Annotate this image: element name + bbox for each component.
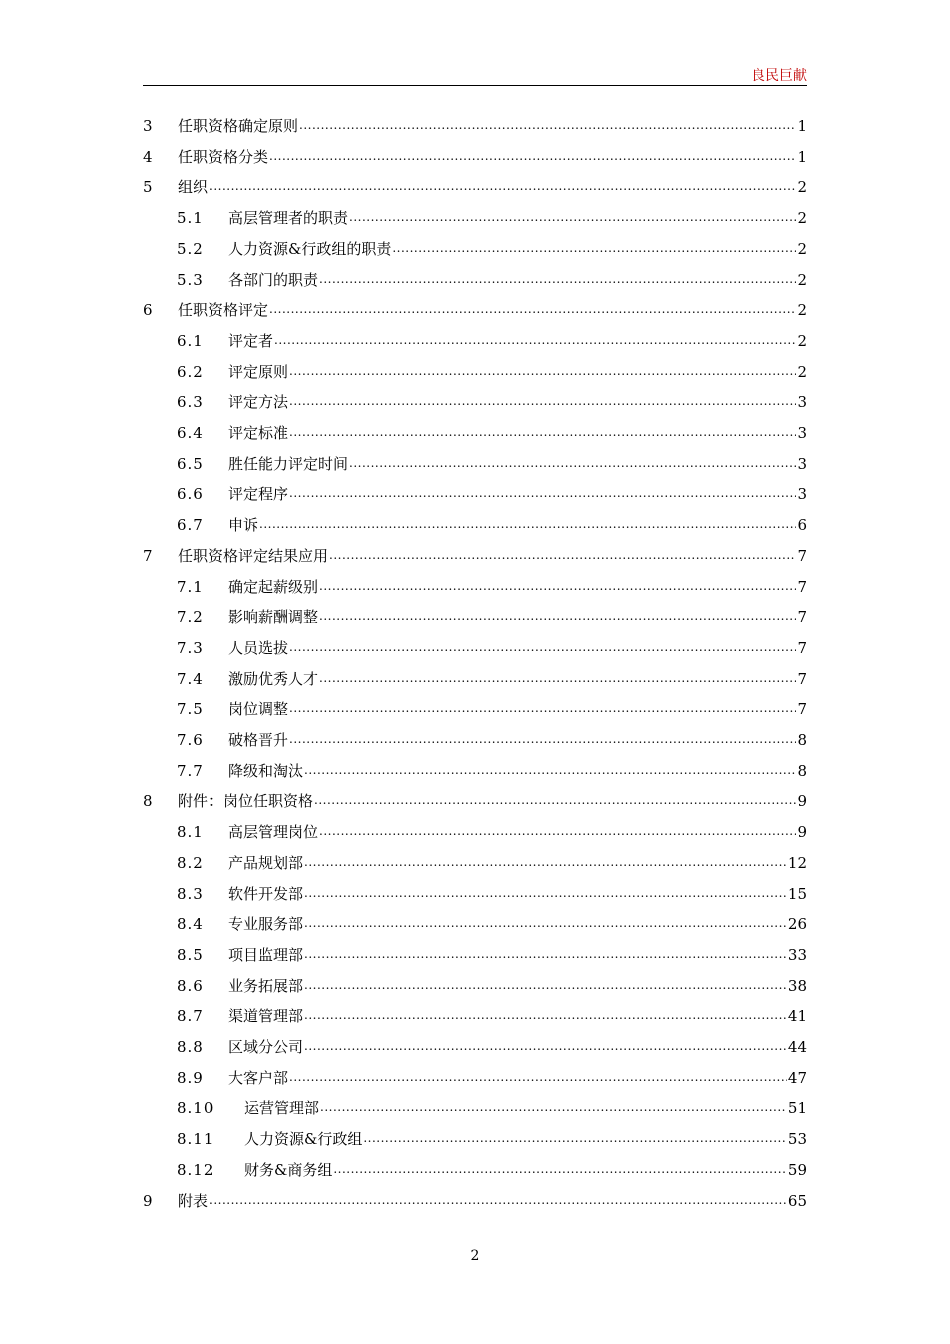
toc-dot-leader xyxy=(304,975,787,995)
toc-entry-page: 7 xyxy=(797,700,807,719)
toc-dot-leader xyxy=(319,606,796,626)
toc-entry-title: 高层管理岗位 xyxy=(228,823,319,842)
toc-entry-page: 7 xyxy=(797,577,807,596)
toc-entry-page: 41 xyxy=(787,1007,807,1026)
toc-entry[interactable] xyxy=(143,331,807,351)
toc-entry-line xyxy=(228,914,807,935)
toc-dot-leader xyxy=(304,913,787,933)
toc-entry-number: 6 xyxy=(143,301,153,320)
toc-entry-line xyxy=(244,1098,807,1119)
toc-entry-number: 7 xyxy=(143,546,153,565)
toc-dot-leader xyxy=(349,453,796,473)
toc-dot-leader xyxy=(319,821,796,841)
toc-dot-leader xyxy=(314,790,796,810)
toc-entry-page: 65 xyxy=(787,1191,807,1210)
toc-entry-title: 任职资格确定原则 xyxy=(178,117,299,135)
toc-entry-title: 各部门的职责 xyxy=(228,270,319,289)
toc-entry[interactable] xyxy=(143,1129,807,1149)
toc-dot-leader xyxy=(320,1097,787,1117)
toc-entry-number: 7.6 xyxy=(177,731,204,749)
toc-entry[interactable] xyxy=(143,392,807,412)
toc-dot-leader xyxy=(304,1036,787,1056)
toc-entry[interactable] xyxy=(143,116,807,136)
toc-dot-leader xyxy=(319,269,796,289)
toc-entry-number: 4 xyxy=(143,147,153,166)
toc-entry-line xyxy=(178,177,807,198)
toc-entry-page: 15 xyxy=(787,884,807,903)
toc-entry-number: 5.2 xyxy=(177,239,204,258)
toc-entry-line xyxy=(178,546,807,567)
toc-entry-page: 2 xyxy=(797,301,807,320)
toc-entry-line xyxy=(228,1037,807,1058)
toc-entry-title: 项目监理部 xyxy=(228,945,304,964)
toc-entry-page: 2 xyxy=(797,178,807,197)
toc-entry-line xyxy=(228,239,807,260)
toc-entry-title: 评定者 xyxy=(228,331,274,350)
toc-entry-number: 7.1 xyxy=(177,577,204,596)
toc-entry-number: 8.4 xyxy=(177,915,204,934)
toc-entry-page: 7 xyxy=(797,638,807,657)
toc-entry-number: 8.2 xyxy=(177,853,204,872)
toc-entry-number: 8.7 xyxy=(177,1007,204,1026)
toc-entry-line xyxy=(228,638,807,659)
toc-dot-leader xyxy=(329,545,796,565)
toc-entry-page: 2 xyxy=(797,362,807,381)
toc-entry-page: 26 xyxy=(787,915,807,934)
toc-entry-number: 7.4 xyxy=(177,669,204,688)
toc-entry[interactable] xyxy=(143,484,807,504)
toc-entry-page: 3 xyxy=(797,454,807,473)
toc-entry-title: 附表 xyxy=(178,1191,209,1210)
toc-entry-number: 7.5 xyxy=(177,700,204,719)
toc-dot-leader xyxy=(269,299,796,319)
toc-entry-line xyxy=(228,1068,807,1089)
toc-dot-leader xyxy=(304,852,787,872)
toc-entry-line xyxy=(228,484,807,505)
toc-entry-line xyxy=(228,884,807,905)
toc-entry-line xyxy=(228,730,807,751)
toc-entry-title: 破格晋升 xyxy=(228,731,289,749)
toc-entry-page: 53 xyxy=(787,1130,807,1149)
toc-entry-title: 专业服务部 xyxy=(228,915,304,934)
toc-entry-number: 8.12 xyxy=(177,1160,215,1179)
toc-dot-leader xyxy=(319,668,796,688)
toc-entry-page: 51 xyxy=(787,1099,807,1118)
toc-entry-page: 59 xyxy=(787,1160,807,1179)
toc-dot-leader xyxy=(333,1159,787,1179)
toc-entry-page: 2 xyxy=(797,209,807,228)
toc-entry[interactable] xyxy=(143,976,807,996)
toc-entry-title: 高层管理者的职责 xyxy=(228,209,349,228)
toc-entry-page: 8 xyxy=(797,761,807,780)
header-divider xyxy=(143,85,807,86)
toc-entry-title: 财务&商务组 xyxy=(244,1160,333,1179)
toc-entry-line xyxy=(228,362,807,383)
toc-entry-line xyxy=(228,699,807,720)
toc-entry[interactable] xyxy=(143,945,807,965)
toc-entry-title: 附件：岗位任职资格 xyxy=(178,792,314,811)
toc-entry-title: 软件开发部 xyxy=(228,884,304,903)
toc-entry-title: 胜任能力评定时间 xyxy=(228,454,349,473)
toc-entry-line xyxy=(228,1006,807,1027)
toc-entry-line xyxy=(228,945,807,966)
toc-entry-line xyxy=(228,976,807,997)
toc-entry[interactable] xyxy=(143,730,807,750)
toc-entry-title: 评定标准 xyxy=(228,424,289,442)
toc-entry[interactable] xyxy=(143,515,807,535)
toc-dot-leader xyxy=(319,576,796,596)
toc-entry-title: 组织 xyxy=(178,178,209,197)
toc-entry[interactable] xyxy=(143,607,807,627)
toc-entry-number: 7.7 xyxy=(177,761,204,780)
toc-entry-number: 8.11 xyxy=(177,1130,215,1149)
toc-dot-leader xyxy=(304,1005,787,1025)
toc-entry-page: 3 xyxy=(797,393,807,412)
toc-entry[interactable] xyxy=(143,239,807,259)
toc-entry[interactable] xyxy=(143,454,807,474)
toc-entry-title: 区域分公司 xyxy=(228,1038,304,1056)
toc-entry[interactable] xyxy=(143,884,807,904)
toc-entry-title: 人员选拔 xyxy=(228,638,289,657)
toc-entry-line xyxy=(228,607,807,628)
toc-dot-leader xyxy=(304,760,796,780)
toc-entry-number: 3 xyxy=(143,117,153,135)
toc-entry[interactable] xyxy=(143,1098,807,1118)
toc-entry-line xyxy=(178,147,807,168)
toc-entry[interactable] xyxy=(143,177,807,197)
toc-entry-page: 2 xyxy=(797,270,807,289)
toc-entry[interactable] xyxy=(143,1037,807,1057)
toc-entry[interactable] xyxy=(143,1160,807,1180)
toc-entry[interactable] xyxy=(143,699,807,719)
toc-entry[interactable] xyxy=(143,362,807,382)
toc-entry[interactable] xyxy=(143,853,807,873)
toc-entry[interactable] xyxy=(143,1006,807,1026)
toc-entry-title: 任职资格分类 xyxy=(178,147,269,166)
toc-entry-page: 7 xyxy=(797,669,807,688)
toc-entry[interactable] xyxy=(143,270,807,290)
toc-entry-page: 2 xyxy=(797,331,807,350)
toc-entry-number: 8 xyxy=(143,792,153,811)
toc-entry-number: 7.2 xyxy=(177,608,204,627)
toc-entry-page: 2 xyxy=(797,239,807,258)
toc-entry-title: 渠道管理部 xyxy=(228,1007,304,1026)
toc-dot-leader xyxy=(289,698,796,718)
toc-entry-line xyxy=(228,669,807,690)
toc-entry-number: 8.8 xyxy=(177,1038,204,1056)
toc-entry-line xyxy=(228,331,807,352)
toc-entry[interactable] xyxy=(143,546,807,566)
toc-entry[interactable] xyxy=(143,914,807,934)
toc-entry[interactable] xyxy=(143,791,807,811)
toc-entry-page: 9 xyxy=(797,792,807,811)
toc-entry-page: 8 xyxy=(797,731,807,749)
toc-entry-number: 6.7 xyxy=(177,516,204,535)
toc-entry-line xyxy=(178,1191,807,1212)
toc-entry-line xyxy=(244,1129,807,1150)
toc-entry[interactable] xyxy=(143,822,807,842)
toc-entry-number: 5 xyxy=(143,178,153,197)
toc-dot-leader xyxy=(289,1067,787,1087)
toc-entry-title: 影响薪酬调整 xyxy=(228,608,319,627)
toc-dot-leader xyxy=(289,391,796,411)
toc-dot-leader xyxy=(289,483,796,503)
toc-dot-leader xyxy=(274,330,796,350)
toc-dot-leader xyxy=(304,883,787,903)
toc-dot-leader xyxy=(392,238,796,258)
toc-dot-leader xyxy=(259,514,796,534)
toc-entry-title: 确定起薪级别 xyxy=(228,577,319,596)
document-header: 良民巨献 xyxy=(751,68,807,84)
toc-entry[interactable] xyxy=(143,1191,807,1211)
toc-entry-title: 运营管理部 xyxy=(244,1099,320,1118)
toc-entry-title: 申诉 xyxy=(228,516,259,535)
toc-entry-number: 6.3 xyxy=(177,393,204,412)
toc-entry[interactable] xyxy=(143,1068,807,1088)
toc-entry-line xyxy=(178,300,807,321)
toc-entry-number: 8.3 xyxy=(177,884,204,903)
toc-entry-title: 岗位调整 xyxy=(228,700,289,719)
toc-entry-line xyxy=(228,270,807,291)
toc-dot-leader xyxy=(349,207,796,227)
toc-dot-leader xyxy=(209,176,796,196)
toc-entry-number: 6.1 xyxy=(177,331,204,350)
toc-entry-page: 9 xyxy=(797,823,807,842)
toc-entry-page: 44 xyxy=(787,1038,807,1056)
toc-entry-number: 5.3 xyxy=(177,270,204,289)
toc-entry-line xyxy=(228,423,807,444)
toc-dot-leader xyxy=(299,115,796,135)
toc-entry-number: 7.3 xyxy=(177,638,204,657)
toc-entry-number: 5.1 xyxy=(177,209,204,228)
toc-entry-number: 8.9 xyxy=(177,1068,204,1087)
toc-entry-title: 降级和淘汰 xyxy=(228,761,304,780)
toc-entry-title: 评定方法 xyxy=(228,393,289,412)
toc-entry-line xyxy=(228,392,807,413)
toc-dot-leader xyxy=(289,422,796,442)
toc-dot-leader xyxy=(289,729,796,749)
toc-dot-leader xyxy=(304,944,787,964)
toc-dot-leader xyxy=(209,1190,787,1210)
toc-entry-line xyxy=(178,116,807,137)
toc-entry-title: 大客户部 xyxy=(228,1068,289,1087)
toc-entry-line xyxy=(228,454,807,475)
toc-entry[interactable] xyxy=(143,147,807,167)
toc-entry-title: 人力资源&行政组 xyxy=(244,1130,363,1149)
toc-entry-page: 1 xyxy=(797,147,807,166)
toc-entry-line xyxy=(228,577,807,598)
toc-entry-page: 12 xyxy=(787,853,807,872)
toc-entry-page: 6 xyxy=(797,516,807,535)
toc-entry-page: 7 xyxy=(797,546,807,565)
toc-entry-title: 人力资源&行政组的职责 xyxy=(228,239,392,258)
toc-entry[interactable] xyxy=(143,669,807,689)
page-number: 2 xyxy=(470,1248,480,1264)
toc-entry-number: 6.4 xyxy=(177,424,204,442)
toc-entry-page: 33 xyxy=(787,945,807,964)
toc-entry[interactable] xyxy=(143,638,807,658)
toc-entry-line xyxy=(228,853,807,874)
toc-dot-leader xyxy=(269,146,796,166)
toc-entry-number: 8.6 xyxy=(177,976,204,995)
toc-entry-title: 评定程序 xyxy=(228,485,289,504)
toc-dot-leader xyxy=(289,637,796,657)
toc-entry-line xyxy=(228,822,807,843)
toc-entry-page: 38 xyxy=(787,976,807,995)
toc-entry[interactable] xyxy=(143,761,807,781)
toc-dot-leader xyxy=(289,361,796,381)
toc-entry-line xyxy=(244,1160,807,1181)
toc-entry[interactable] xyxy=(143,577,807,597)
toc-entry-line xyxy=(178,791,807,812)
toc-entry-page: 3 xyxy=(797,485,807,504)
toc-entry-title: 激励优秀人才 xyxy=(228,669,319,688)
toc-entry-line xyxy=(228,515,807,536)
toc-entry-title: 任职资格评定结果应用 xyxy=(178,546,329,565)
toc-entry-title: 产品规划部 xyxy=(228,853,304,872)
toc-entry-title: 任职资格评定 xyxy=(178,301,269,320)
toc-entry-title: 业务拓展部 xyxy=(228,976,304,995)
toc-entry[interactable] xyxy=(143,300,807,320)
toc-entry-line xyxy=(228,208,807,229)
toc-entry-page: 47 xyxy=(787,1068,807,1087)
toc-entry-page: 1 xyxy=(797,117,807,135)
toc-entry-number: 9 xyxy=(143,1191,153,1210)
toc-entry-page: 7 xyxy=(797,608,807,627)
toc-entry-number: 6.2 xyxy=(177,362,204,381)
toc-entry-line xyxy=(228,761,807,782)
toc-entry-title: 评定原则 xyxy=(228,362,289,381)
toc-entry-number: 8.10 xyxy=(177,1099,215,1118)
toc-entry-number: 6.5 xyxy=(177,454,204,473)
toc-entry-number: 6.6 xyxy=(177,485,204,504)
toc-entry-number: 8.5 xyxy=(177,945,204,964)
toc-entry[interactable] xyxy=(143,208,807,228)
toc-dot-leader xyxy=(363,1128,787,1148)
toc-entry[interactable] xyxy=(143,423,807,443)
toc-entry-number: 8.1 xyxy=(177,823,204,842)
toc-entry-page: 3 xyxy=(797,424,807,442)
